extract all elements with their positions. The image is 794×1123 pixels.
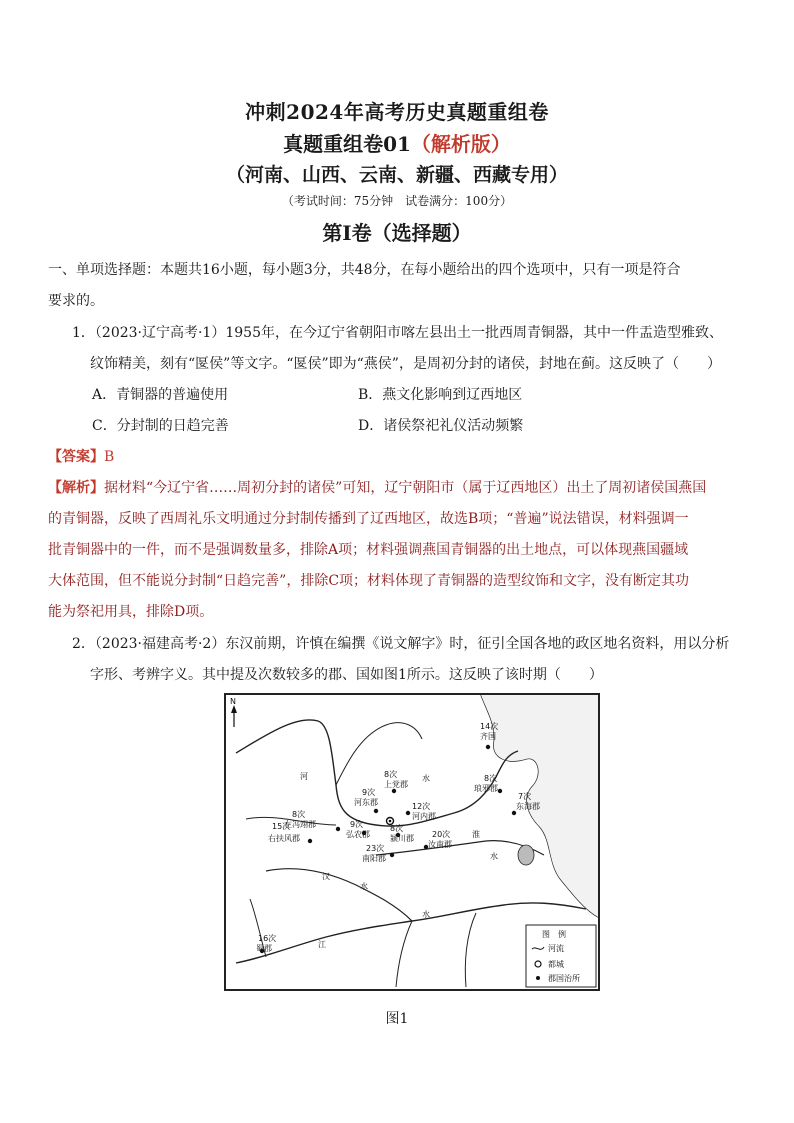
river-label-han: 汉 (322, 872, 330, 881)
svg-text:汝南郡: 汝南郡 (428, 840, 452, 849)
place-shangdang (384, 769, 408, 793)
q2-stem-line-2: 字形、考辨字义。其中提及次数较多的郡、国如图1所示。这反映了该时期（ ） (90, 667, 603, 683)
river-label-shui-3: 水 (360, 882, 368, 891)
river-label-shui-4: 水 (422, 910, 430, 919)
place-hongnong (346, 819, 370, 839)
svg-text:南阳郡: 南阳郡 (362, 854, 386, 863)
q1-stem-line-2: 纹饰精美，刻有“匽侯”等文字。“匽侯”即为“燕侯”，是周初分封的诸侯，封地在蓟。这反映了（ ） (90, 356, 721, 372)
svg-text:河东郡: 河东郡 (354, 798, 378, 807)
exam-title: 冲刺2024年高考历史真题重组卷 (245, 100, 549, 124)
svg-text:蜀郡: 蜀郡 (256, 944, 272, 953)
svg-text:颍川郡: 颍川郡 (390, 834, 414, 843)
svg-text:齐国: 齐国 (480, 732, 496, 741)
q1-analysis-line-2: 的青铜器，反映了西周礼乐文明通过分封制传播到了辽西地区，故选B项；“普遍”说法错误，材料强调一 (48, 511, 689, 527)
legend-seat-icon (536, 976, 540, 980)
subtitle-tag: （解析版） (410, 132, 511, 156)
exam-subtitle (0, 128, 794, 157)
answer-label: 【答案】 (48, 449, 104, 465)
svg-text:16次: 16次 (258, 934, 277, 943)
map-legend (526, 925, 596, 987)
svg-text:23次: 23次 (366, 844, 385, 853)
exam-info: （考试时间：75分钟 试卷满分：100分） (281, 194, 513, 208)
svg-text:右扶风郡: 右扶风郡 (268, 834, 300, 843)
svg-text:15次: 15次 (272, 822, 291, 831)
q1-option-c: C．分封制的日趋完善 (92, 418, 229, 434)
river-label-jiang: 江 (318, 940, 326, 949)
svg-text:12次: 12次 (412, 802, 431, 811)
svg-text:14次: 14次 (480, 722, 499, 731)
place-shu (256, 933, 276, 953)
xiang-river (396, 921, 412, 987)
svg-text:8次: 8次 (292, 810, 306, 819)
legend-seat: 郡国治所 (548, 974, 580, 983)
legend-title: 图 例 (542, 930, 566, 939)
section-title: 第I卷（选择题） (322, 221, 472, 245)
q1-analysis-line-5: 能为祭祀用具，排除D项。 (48, 604, 214, 620)
svg-text:20次: 20次 (432, 830, 451, 839)
q1-option-d: D．诸侯祭祀礼仪活动频繁 (358, 418, 524, 434)
svg-text:8次: 8次 (484, 774, 498, 783)
svg-text:琅邪郡: 琅邪郡 (474, 784, 498, 793)
svg-text:弘农郡: 弘农郡 (346, 830, 370, 839)
legend-river: 河流 (548, 944, 564, 953)
han-river (266, 869, 412, 921)
legend-capital: 都城 (548, 960, 564, 969)
q1-option-a: A．青铜器的普遍使用 (92, 387, 229, 403)
analysis-label: 【解析】 (48, 480, 104, 496)
svg-text:7次: 7次 (518, 792, 532, 801)
q1-answer (48, 447, 114, 467)
svg-text:8次: 8次 (384, 770, 398, 779)
gan-river (465, 913, 476, 987)
svg-text:9次: 9次 (350, 820, 364, 829)
river-label-huai: 淮 (472, 830, 480, 839)
q1-stem-line-1: 1．（2023·辽宁高考·1）1955年，在今辽宁省朝阳市喀左县出土一批西周青铜器，其中一件盂造型雅致、 (72, 325, 723, 341)
q1-analysis-line-3: 批青铜器中的一件，而不是强调数量多，排除A项；材料强调燕国青铜器的出土地点，可以体现燕国疆域 (48, 542, 689, 558)
river-label-he: 河 (300, 772, 308, 781)
svg-text:河内郡: 河内郡 (412, 812, 436, 821)
q2-stem-line-1: 2．（2023·福建高考·2）东汉前期，许慎在编撰《说文解字》时，征引全国各地的政区地名资料，用以分析 (72, 636, 730, 652)
legend-capital-icon (535, 961, 541, 967)
north-label: N (230, 697, 236, 706)
map-svg (226, 695, 598, 989)
figure-caption: 图1 (385, 1011, 409, 1027)
place-langya (474, 773, 502, 793)
han-commandery-map (224, 693, 600, 991)
q1-analysis-line-1 (48, 478, 706, 498)
regions-line: （河南、山西、云南、新疆、西藏专用） (225, 164, 568, 186)
analysis-text-1: 据材料“今辽宁省……周初分封的诸侯”可知，辽宁朝阳市（属于辽西地区）出土了周初诸侯国燕国 (104, 480, 707, 496)
instructions-line-1: 一、单项选择题：本题共16小题，每小题3分，共48分，在每小题给出的四个选项中，只有一项是符合 (48, 262, 681, 278)
svg-text:左冯翊郡: 左冯翊郡 (284, 820, 316, 829)
instructions-line-2: 要求的。 (48, 293, 104, 309)
svg-text:8次: 8次 (390, 824, 404, 833)
yellow-river-branch (336, 723, 422, 785)
place-zuopingyi (284, 809, 340, 831)
q1-analysis-line-4: 大体范围，但不能说分封制“日趋完善”，排除C项；材料体现了青铜器的造型纹饰和文字，没有断定其功 (48, 573, 690, 589)
place-runan (424, 829, 452, 849)
svg-text:9次: 9次 (362, 788, 376, 797)
place-hedong (354, 787, 378, 813)
taihu-lake (518, 845, 534, 865)
river-label-shui-2: 水 (490, 852, 498, 861)
answer-value: B (104, 449, 115, 465)
place-yingchuan (390, 823, 414, 843)
north-arrow-icon (230, 697, 237, 727)
place-henei (406, 801, 436, 821)
svg-text:上党郡: 上党郡 (384, 780, 408, 789)
subtitle-text: 真题重组卷01 (283, 132, 411, 156)
q1-option-b: B．燕文化影响到辽西地区 (358, 387, 523, 403)
river-label-shui-1: 水 (422, 774, 430, 783)
svg-text:东海郡: 东海郡 (516, 802, 540, 811)
